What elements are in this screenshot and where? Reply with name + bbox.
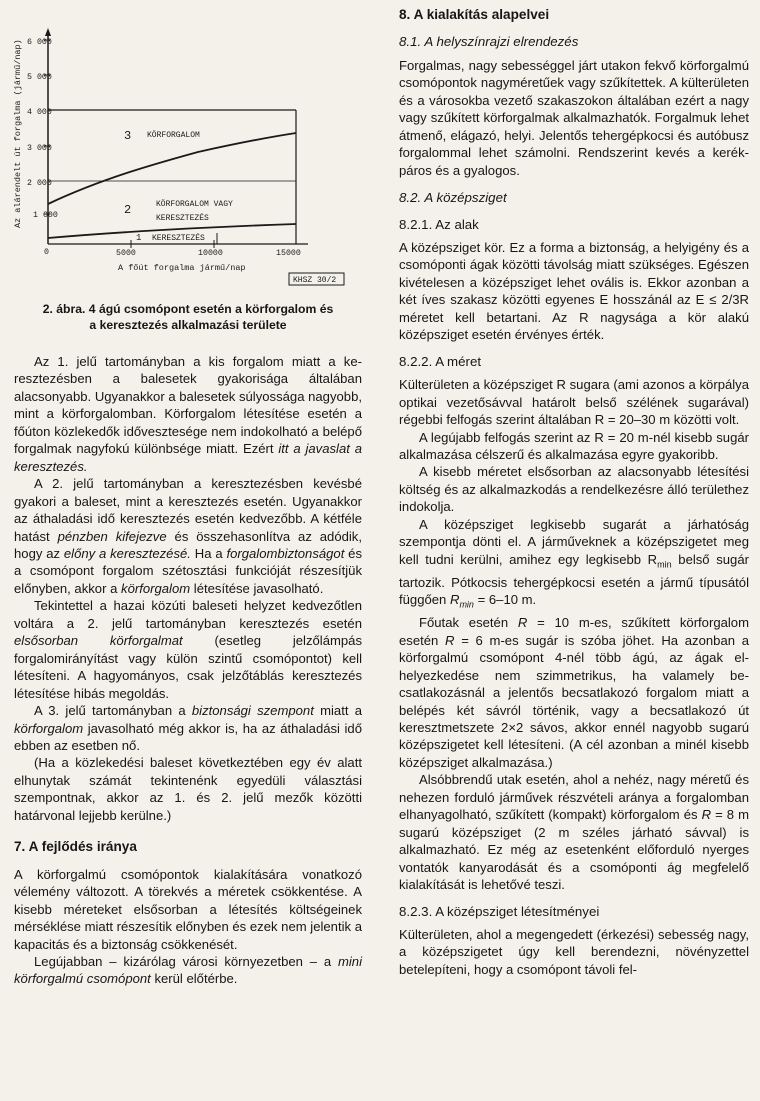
paragraph-8-2-2-c: A kisebb méretet elsősorban az alacsonyabb létesítési költség és az alkalmazkodás a rendelkezésre álló területhez indokolja. [399, 464, 749, 515]
heading-section-7: 7. A fejlődés iránya [14, 839, 137, 855]
region-1-number: 1 [136, 233, 142, 243]
region-2-number: 2 [124, 203, 132, 217]
y-tick-2000: 2 000 [27, 179, 52, 188]
paragraph-8-2-2-d: A középsziget legkisebb sugarát a járhatóság szempontja dönti el. A járműveknek a középszigetet meg kell tudni kerülni, amihez egy legkisebb $R_{min}$ belső sugár tartozik. Pótkocsis tehergépkocsi esetén a jármű típusától függően $R_{min} = 6-10$ m. [399, 516, 749, 610]
y-tick-6000: 6 000 [27, 38, 52, 47]
paragraph-note: (Ha a közlekedési baleset következtében egy év alatt elhunytak számát tekintenénk egyedüli választási szempontnak, akkor az 1. és 2. jelű mezők közötti határvonal lejjebb kerülne.) [14, 755, 362, 823]
y-tick-1000: 1 000 [33, 211, 58, 220]
region-2-label-line1: KÖRFORGALOM VAGY [156, 200, 233, 209]
paragraph-8-2-1: A középsziget kör. Ez a forma a biztonság, a helyigény és a csomóponti ágak közötti távolság miatt szükséges. Egészen kivételesen a középsziget lehet ovális is. Ekkor azonban a két íves szakasz közötti egyenes E hosszánál az E ≤ 2/3R méretet kell betartani. Az R nagysága a kör alakú középsziget esetén érvényes érték. [399, 239, 749, 343]
paragraph-8-2-2-f: Alsóbbrendű utak esetén, ahol a nehéz, nagy méretű és nehezen forduló járművek részvételi aránya a forgalomban elhanyagolható, szűkített (kompakt) körforgalom és R = 8 m sugarú középsziget (2 m széles járható sávval) is alkalmazható. Ez még az esetenként előforduló nyerges vontatók kanyarodását és a csomóponti ág megfelelő kialakítását is lehetővé teszi. [399, 772, 749, 893]
y-tick-4000: 4 000 [27, 108, 52, 117]
paragraph-8-2-3: Külterületen, ahol a megengedett (érkezési) sebesség nagy, a középszigetet úgy kell berendezni, növényzettel betelepíteni, hogy a csomópont távoli fel- [399, 926, 749, 977]
heading-section-8: 8. A kialakítás alapelvei [399, 7, 550, 22]
paragraph-region-2: A 2. jelű tartományban a keresztezésben kevésbé gyakori a baleset, mint a keresztezés esetén. Ugyanakkor az áthaladási idő keresztezés esetén kedvezőbb. A kétféle hatást pénzben kifejezve és összehasonlítva az adódik, hogy az előny a keresztezésé. Ha a forgalombiztonságot és a csomópont forgalom szétosztási funkcióját részesítjük előnyben, akkor a körforgalom létesítése javasolható. [14, 476, 363, 596]
region-3-label: KÖRFORGALOM [147, 131, 200, 140]
y-tick-5000: 5 000 [27, 73, 52, 82]
heading-8-2-1: 8.2.1. Az alak [399, 216, 479, 232]
region-3-number: 3 [124, 129, 132, 143]
paragraph-development: A körforgalmú csomópontok kialakítására vonatkozó vélemény változott. A törekvés a méretek csökkentése. A kisebb méreteket elsősorban a létesítés költségeinek mérséklése miatt részesítik előnyben és ezek nem jelentik a kapacitás és a biztonság csökkenését. [14, 866, 362, 952]
x-axis-label: A főút forgalma jármű/nap [118, 263, 246, 273]
paragraph-region-1: Az 1. jelű tartományban a kis forgalom miatt a keresztezésben a balesetek gyakorisága általában alacsonyabb. Ugyanakkor a balesetek súlyossága nagyobb, mint a körforgalomban. Körforgalom létesítése esetén a főúton közlekedők idővesztesége nem indokolható a belépő forgalmak nagyfokú különbsége miatt. Ezért itt a javaslat a keresztezés. [14, 354, 363, 474]
paragraph-8-2-2-e: Főutak esetén R = 10 m-es, szűkített körforgalom esetén R = 6 m-es sugár is szóba jöhet. Ha azonban a körforgalmú csomópont 4-nél több ágú, az ágak elhelyezkedése nem szimmetrikus, ha valamely becsatlakozásnál a jelentős becsatlakozó forgalom miatt a belépés két sávról történik, vagy a becsatlakozó út keresztmetszete 2×2 sávos, akkor ennél nagyobb sugarú középszigetet kell létesíteni. (A cél azonban a minél kisebb középsziget alkalmazása.) [399, 615, 749, 770]
source-code: KHSZ 30/2 [293, 276, 337, 285]
paragraph-considering: Tekintettel a hazai közúti baleseti helyzet kedvezőtlen voltára a 2. jelű tartományban keresztezés esetén elsősorban körforgalmat (esetleg jelzőlámpás forgalomirányítást vagy külön szintű csomópontot) kell létesíteni. A hagyományos, csak jelzőtáblás keresztezés létesítése hibás megoldás. [14, 598, 363, 701]
paragraph-8-2-2-a: Külterületen a középsziget R sugara (ami azonos a körpálya optikai vezetősávval határolt belső szélének sugarával) régebbi felfogás szerint általában R = 20–30 m közötti volt. [399, 377, 749, 428]
heading-8-2-3: 8.2.3. A középsziget létesítményei [399, 903, 600, 919]
y-tick-3000: 3 000 [27, 144, 52, 153]
y-axis-label: Az alárendelt út forgalma (jármű/nap) [13, 39, 23, 228]
right-column [399, 6, 749, 978]
x-tick-10000: 10000 [198, 249, 223, 258]
caption-line-1: 2. ábra. 4 ágú csomópont esetén a körforgalom és [42, 302, 334, 316]
heading-8-1: 8.1. A helyszínrajzi elrendezés [399, 34, 579, 50]
paragraph-region-3: A 3. jelű tartományban a biztonsági szempont miatt a körforgalom javasolható még akkor is, ha az áthaladási idő ebben az esetben nő. [14, 703, 362, 753]
heading-8-2: 8.2. A középsziget [399, 190, 507, 206]
region-1-label: KERESZTEZÉS [152, 234, 205, 243]
paragraph-8-2-2-b: A legújabb felfogás szerint az R = 20 m-nél kisebb sugár alkalmazása célszerű és alkalmazása egyre gyakoribb. [399, 429, 749, 462]
region-2-label-line2: KERESZTEZÉS [156, 214, 209, 223]
application-range-figure [8, 28, 348, 290]
x-tick-5000: 5000 [116, 249, 136, 258]
heading-8-2-2: 8.2.2. A méret [399, 353, 482, 369]
caption-line-2: a keresztezés alkalmazási területe [89, 318, 287, 332]
figure-caption [14, 301, 362, 333]
paragraph-8-1: Forgalmas, nagy sebességgel járt utakon fekvő körforgalmú csomópontok nagyméretűek vagy szűkítettek. A külterületen és a városokba vezető szakaszokon általában ezért a nagy vagy szűkített körforgalmak alkalmazhatók. Forgalmuk lehet átmenő, elágazó, helyi. Jelentős tehergépkocsi és autóbusz forgalommal lehet számolni. Rendszerint kevés a kerékpáros és a gyalogos. [399, 57, 749, 178]
boundary-curve-upper [48, 133, 296, 204]
x-tick-15000: 15000 [276, 249, 301, 258]
y-tick-0: 0 [44, 248, 49, 257]
paragraph-mini-roundabout: Legújabban – kizárólag városi környezetben – a mini körforgalmú csomópont kerül előtérbe. [14, 953, 362, 987]
left-column [14, 353, 362, 988]
